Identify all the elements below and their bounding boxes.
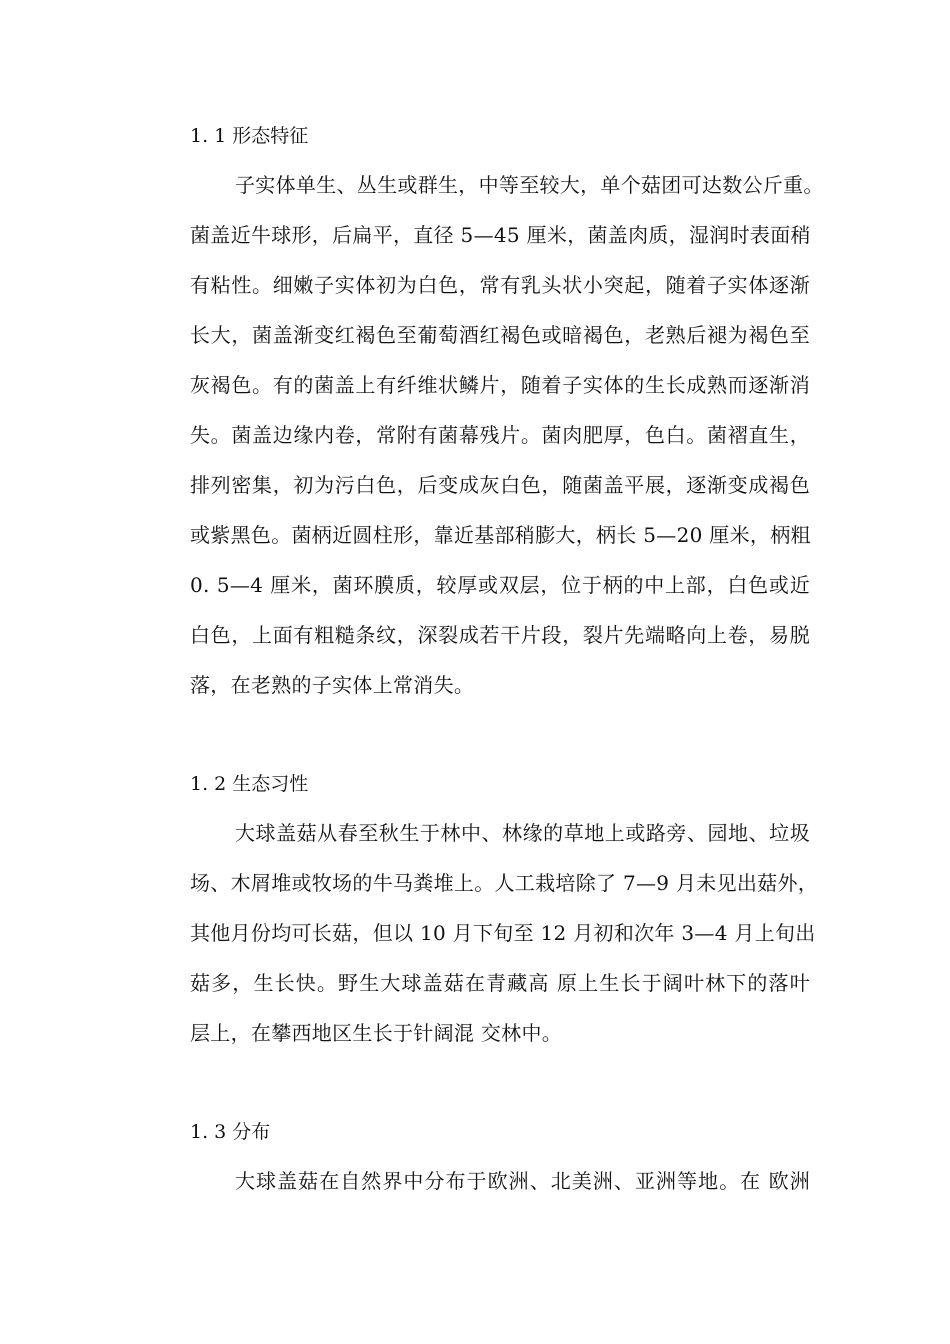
section-distribution [145, 1120, 810, 1206]
text-line: 排列密集，初为污白色，后变成灰白色，随菌盖平展，逐渐变成褐色 [190, 473, 810, 497]
text-line: 或紫黑色。菌柄近圆柱形，靠近基部稍膨大，柄长 5—20 厘米，柄粗 [190, 523, 811, 547]
text-line: 白色，上面有粗糙条纹，深裂成若干片段，裂片先端略向上卷，易脱 [190, 623, 810, 647]
section-paragraph [145, 808, 819, 1058]
text-line: 0. 5—4 厘米，菌环膜质，较厚或双层，位于柄的中上部，白色或近 [190, 573, 810, 597]
text-line: 其他月份均可长菇，但以 10 月下旬至 12 月初和次年 3—4 月上旬出 [190, 921, 816, 945]
text-line: 长大，菌盖渐变红褐色至葡萄酒红褐色或暗褐色，老熟后褪为褐色至 [190, 323, 810, 347]
section-paragraph [145, 160, 824, 710]
text-line: 大球盖菇从春至秋生于林中、林缘的草地上或路旁、园地、垃圾 [235, 821, 810, 845]
text-line: 菇多，生长快。野生大球盖菇在青藏高 原上生长于阔叶林下的落叶 [190, 971, 810, 995]
text-line: 大球盖菇在自然界中分布于欧洲、北美洲、亚洲等地。在 欧洲 [235, 1169, 810, 1193]
text-line: 落，在老熟的子实体上常消失。 [190, 673, 475, 697]
text-line: 失。菌盖边缘内卷，常附有菌幕残片。菌肉肥厚，色白。菌褶直生， [190, 423, 810, 447]
text-line: 子实体单生、丛生或群生，中等至较大，单个菇团可达数公斤重。 [235, 173, 824, 197]
text-line: 场、木屑堆或牧场的牛马粪堆上。人工栽培除了 7—9 月未见出菇外， [190, 871, 819, 895]
text-line: 菌盖近牛球形，后扁平，直径 5—45 厘米，菌盖肉质，湿润时表面稍 [190, 223, 811, 247]
text-line: 灰褐色。有的菌盖上有纤维状鳞片，随着子实体的生长成熟而逐渐消 [190, 373, 810, 397]
text-line: 有粘性。细嫩子实体初为白色，常有乳头状小突起，随着子实体逐渐 [190, 273, 810, 297]
section-heading: 1. 3 分布 [190, 1121, 271, 1143]
text-line: 层上，在攀西地区生长于针阔混 交林中。 [190, 1021, 563, 1045]
section-heading: 1. 2 生态习性 [190, 773, 309, 795]
section-morphology [145, 124, 824, 710]
section-heading: 1. 1 形态特征 [190, 125, 309, 147]
section-ecology [145, 772, 819, 1058]
section-paragraph [145, 1156, 810, 1206]
